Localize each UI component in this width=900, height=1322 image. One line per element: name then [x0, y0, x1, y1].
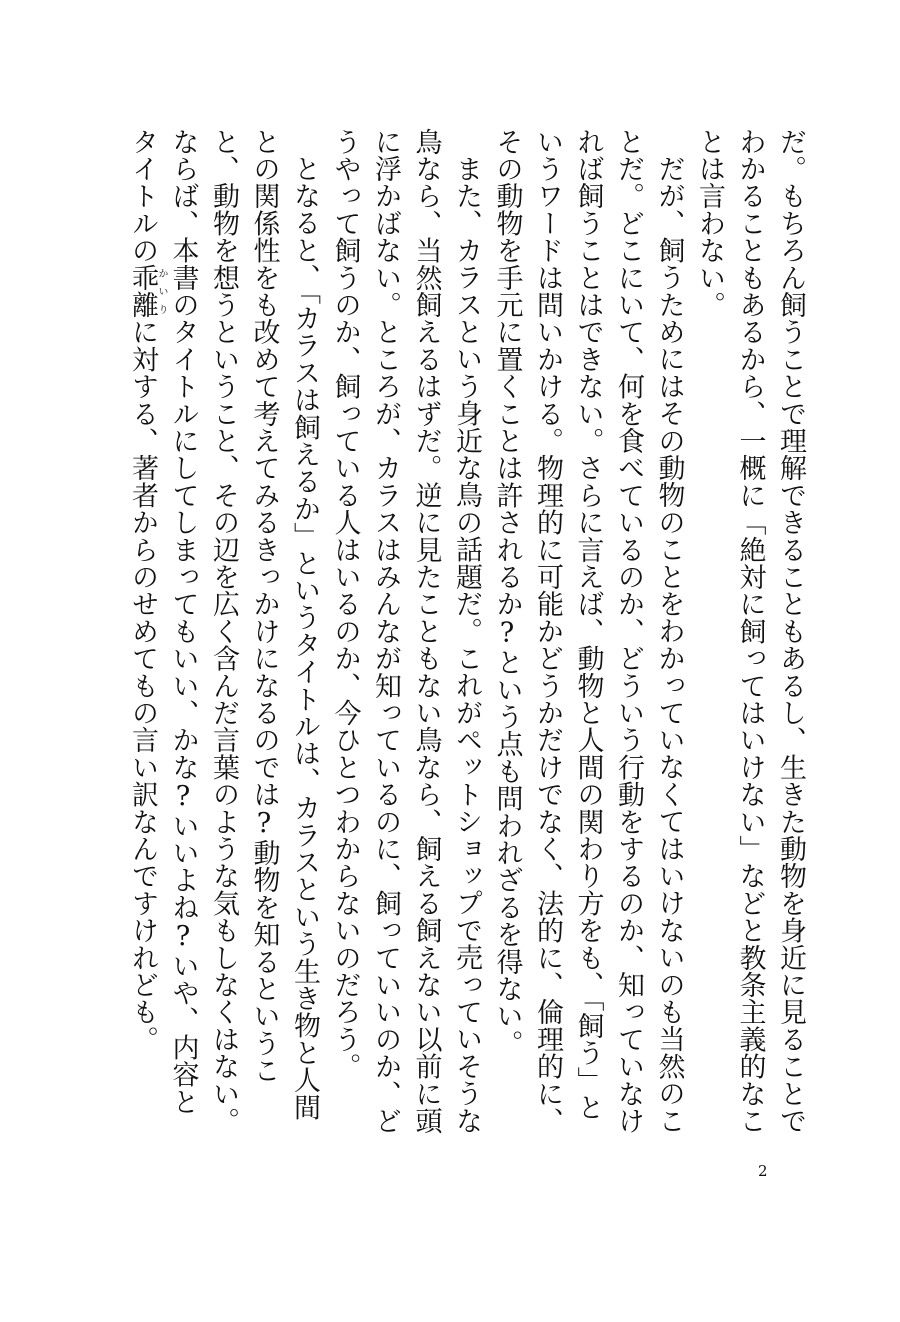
ruby-reading: かいり [156, 264, 167, 319]
paragraph-4 [122, 128, 325, 1138]
paragraph-4-text-after: に対する、著者からのせめてもの言い訳なんですけれども。 [127, 318, 158, 1053]
paragraph-2: だが、飼うためにはその動物のことをわかっていなくてはいけないのも当然のことだ。どこにいて、何を食べているのか、どういう行動をするのか、知っていなければ飼うことはできない。さらに言えば、動物と人間の関わり方をも、「飼う」というワードは問いかける。物理的に可能かどうかだけでなく、法的に、倫理的に、その動物を手元に置くことは許されるか?という点も問われざるを得ない。 [491, 128, 685, 1135]
paragraph-4-text-before: となると、「カラスは飼えるか」というタイトルは、カラスという生き物と人間との関係性をも改めて考えてみるきっかけになるのでは?動物を知るということ、動物を想うということ、その辺を広く含んだ言葉のような気もしなくはない。ならば、本書のタイトルにしてしまってもいい、かな?いいよね?いや、内容とタイトルの [127, 128, 320, 1135]
paragraph-3: また、カラスという身近な鳥の話題だ。これがペットショップで売っていそうな鳥なら、当然飼えるはずだ。逆に見たこともない鳥なら、飼える飼えない以前に頭に浮かばない。ところが、カラスはみんなが知っているのに、飼っていいのか、どうやって飼うのか、飼っている人はいるのか、今ひとつわからないのだろう。 [329, 128, 482, 1135]
paragraph-1: だ。もちろん飼うことで理解できることもあるし、生きた動物を身近に見ることでわかることもあるから、一概に「絶対に飼ってはいけない」などと教条主義的なことは言わない。 [694, 128, 806, 1135]
page-number: 2 [758, 1162, 768, 1180]
ruby-base: 乖離 [127, 264, 158, 319]
vertical-text-body [100, 128, 810, 1138]
ruby-word [127, 264, 167, 319]
